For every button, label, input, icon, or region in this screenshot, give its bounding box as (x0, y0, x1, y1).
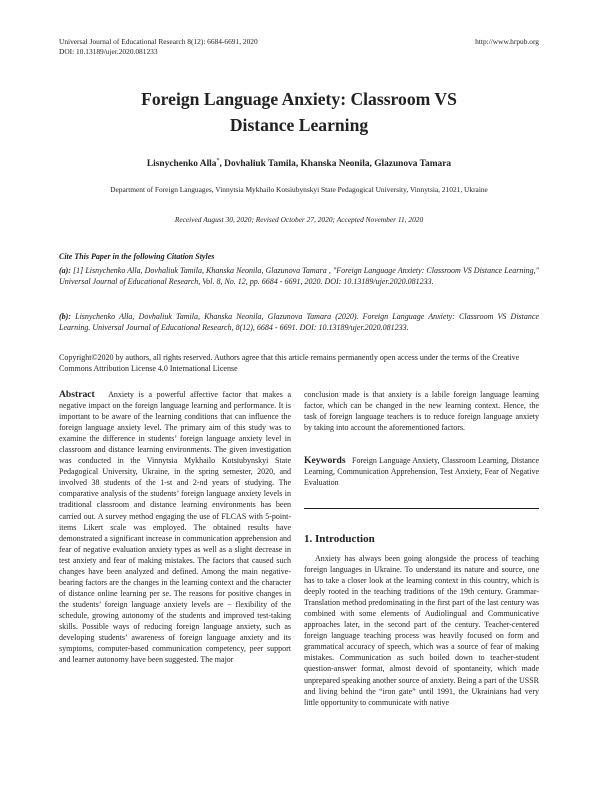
copyright-notice: Copyright©2020 by authors, all rights reserved. Authors agree that this article remains permanently open access under the terms of the Creative Commons Attribution License 4.0 International License (59, 353, 520, 373)
received-dates: Received August 30, 2020; Revised October 27, 2020; Accepted November 11, 2020 (174, 215, 424, 224)
corresponding-mark: * (216, 158, 220, 164)
running-header (59, 37, 258, 57)
keywords-text: Foreign Language Anxiety, Classroom Learning, Distance Learning, Communication Apprehension, Test Anxiety, Fear of Negative Evaluation (304, 456, 540, 488)
citation-b-text: Lisnychenko Alla, Dovhaliuk Tamila, Khanska Neonila, Glazunova Tamara (2020). Foreign Language Anxiety: Classroom VS Distance Learning. Universal Journal of Educational Research, 8(12), 6684 - 6691. DOI: 10.13189/ujer.2020.081233. (59, 312, 539, 333)
citation-b-label: (b): (59, 312, 71, 321)
introduction-text: Anxiety has always been going alongside the process of teaching foreign languages in Ukraine. To understand its nature and source, one has to take a closer look at the learning context in this country, which is deeply rooted in the teaching traditions of the 19th century. Grammar-Translation method predominating in the first part of the last century was combined with some elements of Audiolingual and Communicative approaches later, in the second part of the century. Teacher-centered foreign language teaching process was heavily focused on form and grammatical accuracy of speech, which was a source of fear of making mistakes. Communication as such boiled down to teacher-student question-answer format, almost devoid of spontaneity, which made unprepared speaking another source of anxiety. Being a part of the USSR and living behind the “iron gate” until 1991, the Ukrainians had very little opportunity to communicate with native (304, 554, 539, 707)
other-authors: , Dovhaliuk Tamila, Khanska Neonila, Glazunova Tamara (219, 159, 452, 170)
keywords (304, 455, 539, 488)
citation-a-text: [1] Lisnychenko Alla, Dovhaliuk Tamila, Khanska Neonila, Glazunova Tamara , "Foreign Language Anxiety: Classroom VS Distance Learning," Universal Journal of Educational Research, Vol. 8, No. 12, pp. 6684 - 6691, 2020. DOI: 10.13189/ujer.2020.081233. (59, 266, 539, 287)
abstract-label: Abstract (59, 389, 95, 400)
citation-a-label: (a): (59, 266, 71, 275)
authors (59, 158, 539, 169)
abstract-continued: conclusion made is that anxiety is a labile foreign language learning factor, which can be changed in the new learning context. Hence, the task of foreign language teachers is to reduce foreign language anxiety by taking into account the aforementioned factors. (304, 390, 539, 433)
abstract (59, 389, 291, 665)
introduction-heading: 1. Introduction (304, 533, 375, 545)
citation-a (59, 265, 539, 287)
affiliation: Department of Foreign Languages, Vinnytsia Mykhailo Kotsiubynskyi State Pedagogical University, Vinnytsia, 21021, Ukraine (110, 185, 488, 194)
citation-b (59, 311, 539, 333)
doi: DOI: 10.13189/ujer.2020.081233 (59, 47, 158, 56)
title-line-2: Distance Learning (229, 115, 369, 135)
section-divider (304, 508, 539, 509)
journal-citation: Universal Journal of Educational Research 8(12): 6684-6691, 2020 (59, 37, 258, 46)
paper-title (59, 86, 539, 138)
keywords-label: Keywords (304, 455, 346, 466)
journal-url[interactable]: http://www.hrpub.org (475, 37, 539, 46)
first-author: Lisnychenko Alla (146, 159, 217, 170)
title-line-1: Foreign Language Anxiety: Classroom VS (141, 89, 457, 109)
abstract-text: Anxiety is a powerful affective factor that makes a negative impact on the foreign language learning and performance. It is important to be aware of the learning conditions that can influence the foreign language anxiety level. The primary aim of this study was to examine the difference in students’ foreign language anxiety level in classroom and distance learning environments. The given investigation was conducted in the Vinnytsia Mykhailo Kotsiubynskyi State Pedagogical University, Ukraine, in the spring semester, 2020, and involved 38 students of the 1-st and 2-nd years of studying. The comparative analysis of the students’ foreign language anxiety levels in traditional classroom and distance learning environments has been carried out. A survey method engaging the use of FLCAS with 5-point-items Likert scale was employed. The obtained results have demonstrated a significant increase in communication apprehension and fear of negative evaluation anxiety types as well as a slight decrease in test anxiety and fear of making mistakes. The factors that caused such changes have been analyzed and defined. Among the main negative-bearing factors are the changes in the learning context and the character of distance online learning per se. The reasons for positive changes in the students’ foreign language anxiety levels are − flexibility of the schedule, growing autonomy of the students and improved test-taking skills. Possible ways of reducing foreign language anxiety, such as developing students’ awareness of foreign language anxiety and its symptoms, computer-based communication competency, peer support and learner autonomy have been suggested. The major (59, 390, 292, 665)
cite-heading: Cite This Paper in the following Citation Styles (59, 252, 215, 261)
